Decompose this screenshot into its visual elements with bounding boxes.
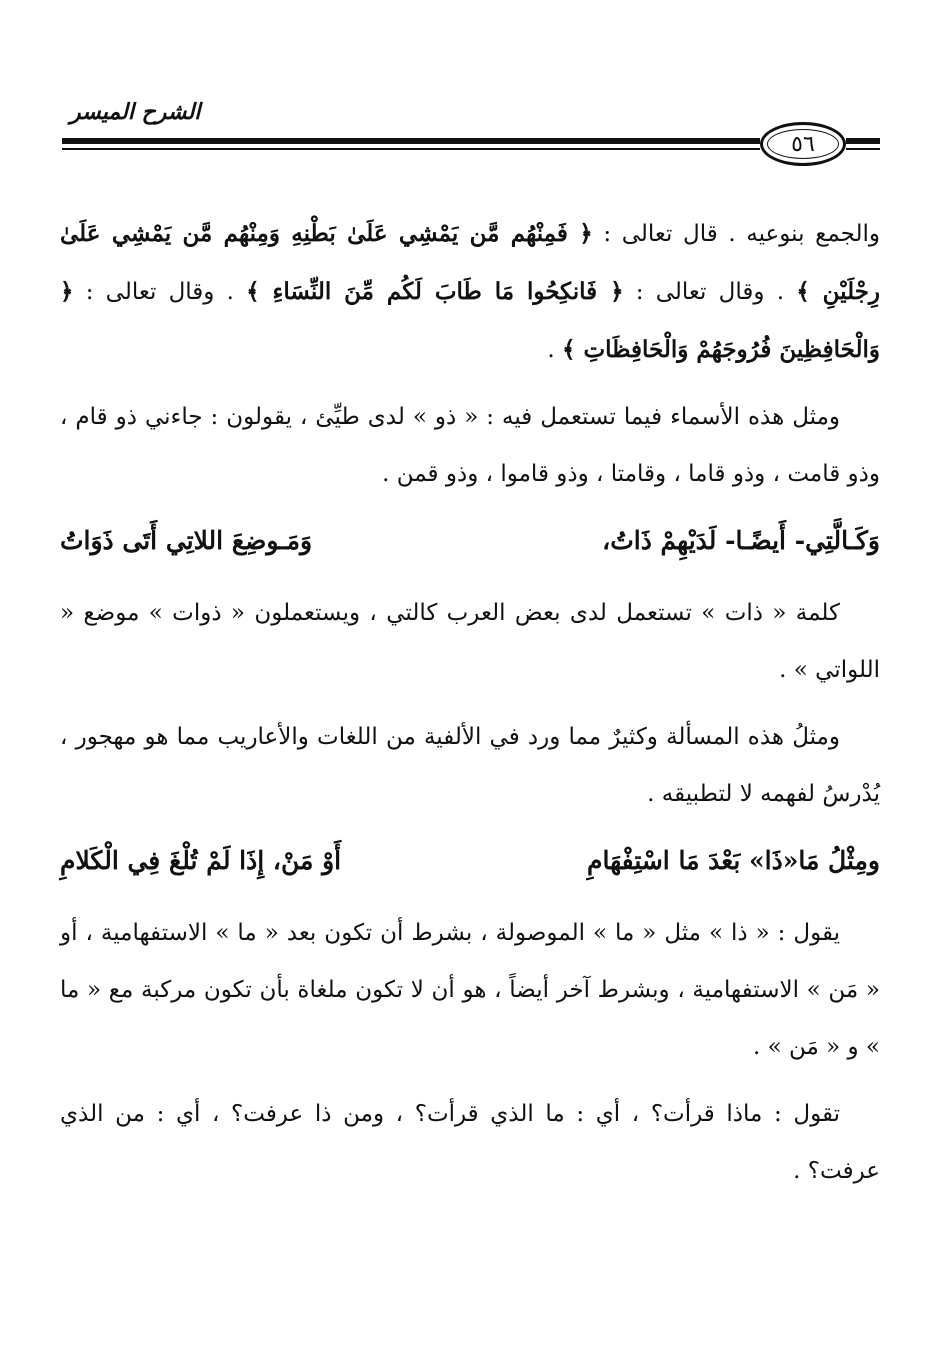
- page-number: ٥٦: [791, 131, 815, 157]
- running-header-title: الشرح الميسر: [70, 100, 201, 125]
- verse-2-second-hemistich: أَوْ مَنْ، إِذَا لَمْ تُلْغَ فِي الْكَلامِ: [60, 846, 342, 875]
- verse-2: [60, 833, 880, 889]
- paragraph-6: تقول : ماذا قرأت؟ ، أي : ما الذي قرأت؟ ، ومن ذا عرفت؟ ، أي : من الذي عرفت؟ .: [60, 1101, 880, 1184]
- text-run: والجمع بنوعيه . قال تعالى :: [592, 221, 880, 247]
- verse-1: [60, 513, 880, 569]
- verse-1-second-hemistich: وَمَـوضِعَ اللاتِي أَتَى ذَوَاتُ: [60, 526, 313, 555]
- paragraph-1: [60, 205, 880, 379]
- paragraph-3: كلمة « ذات » تستعمل لدى بعض العرب كالتي ، ويستعملون « ذوات » موضع « اللواتي » .: [60, 600, 880, 683]
- paragraph-2: ومثل هذه الأسماء فيما تستعمل فيه : « ذو » لدى طيِّئ ، يقولون : جاءني ذو قام ، وذو قامت ، وذو قاما ، وقامتا ، وذو قاموا ، وذو قمن .: [60, 404, 880, 487]
- header-rule-thick: [62, 138, 760, 144]
- quran-quote-1: ﴿ فَمِنْهُم مَّن يَمْشِي عَلَىٰ بَطْنِهِ وَمِنْهُم مَّن يَمْشِي عَلَىٰ رِجْلَيْنِ ﴾: [60, 220, 881, 305]
- text-run: .: [547, 337, 563, 363]
- header-rule-thick-right: [846, 138, 880, 144]
- verse-1-first-hemistich: وَكَـالَّتِي- أَيضًـا- لَدَيْهِمْ ذَاتُ،: [602, 526, 880, 555]
- text-run: . وقال تعالى :: [73, 279, 247, 305]
- paragraph-5: يقول : « ذا » مثل « ما » الموصولة ، بشرط أن تكون بعد « ما » الاستفهامية ، أو « مَن » الاستفهامية ، وبشرط آخر أيضاً ، هو أن لا تكون ملغاة بأن تكون مركبة مع « ما » و « مَن » .: [60, 920, 880, 1060]
- text-run: . وقال تعالى :: [623, 279, 797, 305]
- header-rule-thin: [62, 148, 760, 150]
- quran-quote-3: ﴿ وَالْحَافِظِينَ فُرُوجَهُمْ وَالْحَافِظَاتِ ﴾: [60, 278, 880, 363]
- header-rule-thin-right: [846, 148, 880, 150]
- page-number-badge: [760, 122, 846, 166]
- quran-quote-2: ﴿ فَانكِحُوا مَا طَابَ لَكُم مِّنَ النِّسَاءِ ﴾: [246, 278, 624, 305]
- paragraph-4: ومثلُ هذه المسألة وكثيرٌ مما ورد في الألفية من اللغات والأعاريب مما هو مهجور ، يُدْرسُ لفهمه لا لتطبيقه .: [60, 724, 880, 807]
- page-body: [60, 205, 880, 1210]
- verse-2-first-hemistich: ومِثْلُ مَا«ذَا» بَعْدَ مَا اسْتِفْهَامِ: [587, 846, 880, 875]
